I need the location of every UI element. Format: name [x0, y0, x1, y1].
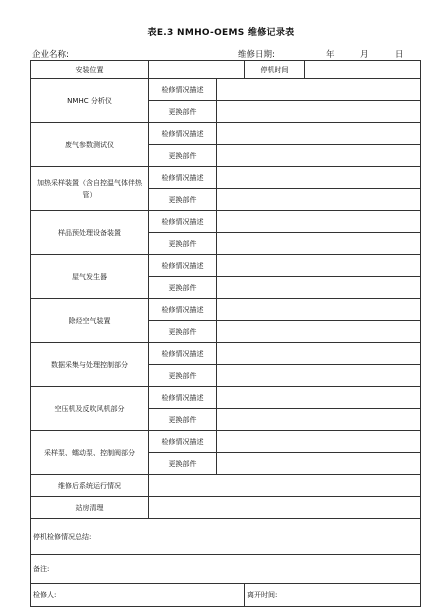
replace-label: 更换部件 [149, 321, 217, 343]
replace-field[interactable] [217, 277, 421, 299]
table-row [31, 123, 421, 145]
table-row [31, 343, 421, 365]
replace-label: 更换部件 [149, 233, 217, 255]
description-field[interactable] [217, 255, 421, 277]
install-location-label: 安装位置 [31, 61, 149, 79]
table-row [31, 211, 421, 233]
replace-label: 更换部件 [149, 189, 217, 211]
maintainer-label[interactable]: 检修人: [31, 584, 245, 607]
maintenance-record-table [30, 60, 421, 607]
replace-field[interactable] [217, 233, 421, 255]
description-label: 检修情况描述 [149, 167, 217, 189]
replace-label: 更换部件 [149, 145, 217, 167]
table-row [31, 61, 421, 79]
description-label: 检修情况描述 [149, 255, 217, 277]
description-label: 检修情况描述 [149, 343, 217, 365]
remarks-label[interactable]: 备注: [31, 555, 421, 584]
table-row [31, 299, 421, 321]
table-row [31, 387, 421, 409]
month-label: 月 [360, 50, 369, 60]
description-field[interactable] [217, 167, 421, 189]
after-repair-label: 维修后系统运行情况 [31, 475, 149, 497]
stop-time-field[interactable] [305, 61, 421, 79]
device-name: 加热采样装置（含自控温气体伴热管） [31, 167, 149, 211]
table-row [31, 475, 421, 497]
day-label: 日 [395, 50, 404, 60]
table-row [31, 497, 421, 519]
page-title: 表E.3 NMHO-OEMS 维修记录表 [147, 28, 295, 38]
table-row [31, 255, 421, 277]
site-cleanup-label: 站房清理 [31, 497, 149, 519]
description-field[interactable] [217, 387, 421, 409]
table-row [31, 555, 421, 584]
replace-label: 更换部件 [149, 409, 217, 431]
description-label: 检修情况描述 [149, 299, 217, 321]
device-name: 数据采集与处理控制部分 [31, 343, 149, 387]
after-repair-field[interactable] [149, 475, 421, 497]
device-name: 采样泵、蠕动泵、控制阀部分 [31, 431, 149, 475]
device-name: 废气参数测试仪 [31, 123, 149, 167]
leave-time-label[interactable]: 离开时间: [245, 584, 421, 607]
table-row [31, 79, 421, 101]
replace-field[interactable] [217, 101, 421, 123]
summary-label[interactable]: 停机检修情况总结: [31, 519, 421, 555]
description-label: 检修情况描述 [149, 79, 217, 101]
description-field[interactable] [217, 211, 421, 233]
stop-time-label: 停机时间 [245, 61, 305, 79]
replace-field[interactable] [217, 189, 421, 211]
device-name: 空压机及反吹风机部分 [31, 387, 149, 431]
description-field[interactable] [217, 343, 421, 365]
replace-field[interactable] [217, 409, 421, 431]
replace-field[interactable] [217, 453, 421, 475]
replace-label: 更换部件 [149, 453, 217, 475]
replace-field[interactable] [217, 365, 421, 387]
repair-date-label: 维修日期: [238, 50, 275, 60]
description-label: 检修情况描述 [149, 387, 217, 409]
replace-label: 更换部件 [149, 101, 217, 123]
site-cleanup-field[interactable] [149, 497, 421, 519]
table-row [31, 431, 421, 453]
table-row [31, 519, 421, 555]
description-field[interactable] [217, 123, 421, 145]
description-field[interactable] [217, 299, 421, 321]
device-name: 样品预处理设备装置 [31, 211, 149, 255]
table-row [31, 584, 421, 607]
year-label: 年 [326, 50, 335, 60]
company-name-label: 企业名称: [32, 50, 69, 60]
replace-label: 更换部件 [149, 365, 217, 387]
device-name: 屋气发生器 [31, 255, 149, 299]
replace-field[interactable] [217, 145, 421, 167]
description-label: 检修情况描述 [149, 123, 217, 145]
table-row [31, 167, 421, 189]
description-label: 检修情况描述 [149, 431, 217, 453]
description-field[interactable] [217, 431, 421, 453]
replace-label: 更换部件 [149, 277, 217, 299]
device-name: NMHC 分析仪 [31, 79, 149, 123]
device-name: 除烃空气装置 [31, 299, 149, 343]
install-location-field[interactable] [149, 61, 245, 79]
description-field[interactable] [217, 79, 421, 101]
description-label: 检修情况描述 [149, 211, 217, 233]
replace-field[interactable] [217, 321, 421, 343]
